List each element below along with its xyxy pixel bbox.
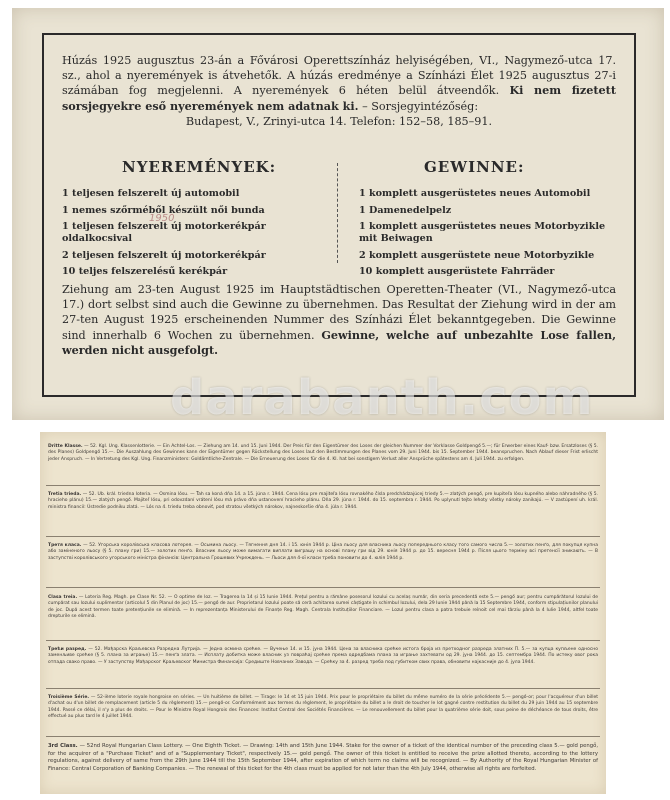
draw-info-german [62,282,616,358]
paragraph-lead: Troisième Série. [48,695,90,700]
ticket-text-german [48,444,598,463]
divider-line [46,640,600,641]
unpaid-ticket-notice-german: Gewinne, welche auf unbezahlte Lose fallen, werden nicht ausgefolgt. [62,327,616,357]
paragraph-text: — 52. Угорська королівська класова лотерея. — Осьмина льосу. — Тягнення дня 14. і 15. юнія 1944 р. Ціна льосу для власника льосу попереднього класу того самого числа 5.— золотих пенґо, для покупця купна або заміненого льосу (§ 5. плану гри) 15.— золотих пенґо. Власник льосу може вимагати виплати виграшу на основі плану гри від 29. юнія 1944 р. до 15. вересня 1944 р. Після цього терміну всі претенсії зникають. — В заступстві королівського угорського міністра фінансів: Центральна Грошевих Учреждень. — Льоси для 4-ої класи треба поновити до 4. юлія 1944 р. [48,543,598,561]
lottery-ticket-top [12,8,664,420]
paragraph-text: — 52-ième loterie royale hongroise en séries. — Un huitième de billet. — Tirage: le 14 et 15 juin 1944. Prix pour le propriétaire du billet du même numéro de la série précédente 5.— pengő-or; pour l'acquéreur d'un billet d'achat ou d'un billet de remplacement (article 5 du règlement) 15.— pengő-or. Conformément aux termes du règlement, le propriétaire du billet a le droit de toucher le lot gagné contre restitution du billet du 29 juin 1944 au 15 septembre 1944. Passé ce délai, il n'y a plus de droits. — Pour le Ministre Royal Hongrois des Finances: Institut Central des Sociétés Financières. — Le renouvellement du billet pour la quatrième série doit, sous peine de déchéance de tous droits, être effectué au plus tard le 4 juillet 1944. [48,695,598,720]
draw-info-hungarian [62,53,616,129]
prize-item: 2 komplett ausgerüstete neue Motorbyzikle [359,249,595,261]
paragraph-text: — 52. Ub. král. triedna loteria. — Osmina lósu. — Ťah sa koná dňa 14. a 15. júna r. 1944. Cena lósu pre majiteľa lósu rovnakého čísla predchádzajúcej triedy 5.— zlatých pengő, pre kupiteľa lósu kupného alebo náhradného (§ 5. hracieho plánu) 15.— zlatých pengő. Majiteľ lósu, pri odovzdaní vrátení lósu má právo dňa ustanovení hracieho plánu. Dňa 29. júna r. 1944. do 15. septembra r. 1944. Po uplynutí tejto lehoty všetky nároky zanikajú. — V zastúpení uh. král. ministra financií: Ústredie podniku zlatá. — Lós na 4. triedu treba obnoviť, pod stratou všetkých nárokov, najneskoršie dňa 4. júla r. 1944. [48,492,598,510]
prizes-heading-german: GEWINNE: [424,158,525,176]
prize-item: 1 teljesen felszerelt új motorkerékpár oldalkocsival [62,221,266,244]
ticket-frame [42,33,636,397]
prizes-heading-hungarian: NYEREMÉNYEK: [122,158,277,176]
prize-item: 1 komplett ausgerüstetes neues Automobil [359,188,591,199]
draw-info-german-text: Ziehung am 23-ten August 1925 im Hauptstädtischen Operetten-Theater (VI., Nagymező-utca 17.) dort selbst sind auch die Gewinne zu übernehmen. Das Resultat der Ziehung wird in der am 27-ten August 1925 erscheinenden Nummer des Színházi Élet bekanntgegeben. Die Gewinne sind innerhalb 6 Wochen zu übernehmen. [62,283,616,342]
draw-info-text: Húzás 1925 augusztus 23-án a Fővárosi Operettszínház helyiségében, VI., Nagymező-utca 17. sz., ahol a nyeremények is átvehetők. A húzás eredménye a Színházi Élet 1925 augusztus 27-i számában fog megjelenni. A nyeremények 6 héten belül átveendők. [62,54,616,98]
paragraph-lead: Clasa treia. [48,595,78,600]
divider-line [46,587,600,588]
paragraph-lead: Третя класа. [48,543,82,548]
ticket-text-romanian [48,595,598,621]
divider-line [46,688,600,689]
prize-item: 2 teljesen felszerelt új motorkerékpár [62,249,266,261]
paragraph-text: — 52. Kgl. Ung. Klassenlotterie. — Ein Achtel-Los. — Ziehung am 14. und 15. Juni 1944. Der Preis für den Eigentümer des Loses der gleichen Nummer der Vorklasse Goldpengő 5.—; für Erwerber eines Kauf- bzw. Ersatzloses (§ 5. des Planes) Goldpengő 15.—. Die Auszahlung des Gewinnes kann der Eigentümer gegen Rückstellung des Loses laut den Bestimmungen des Planes vom 29. Juni 1944. bis 15. September 1944. beanspruchen. Nach Ablauf dieser Frist erlischt jeder Anspruch. — In Vertretung des Kgl. Ung. Finanzministers: Goldämtliche-Zentrale. — Die Erneuerung des Loses für die 4. Kl. hat bei sonstigem Verlust aller Ansprüche spätestens am 4. Juli 1944. zu erfolgen. [48,444,598,462]
prize-item: 1 teljesen felszerelt új automobil [62,188,240,199]
ticket-text-slovak [48,492,598,511]
ticket-text-serbian [48,647,598,666]
divider-line [46,736,600,737]
paragraph-text: — 52nd Royal Hungarian Class Lottery. — One Eighth Ticket. — Drawing: 14th and 15th June 1944. Stake for the owner of a ticket of the identical number of the preceding class 5.— gold pengő, for the acquirer of a "Purchase Ticket" and of a "Supplementary Ticket", respectively 15.— gold pengő. The owner of this ticket is entitled to receive the prize allotted thereto, according to the lottery regulations, against delivery of same from the 29th June 1944 till the 15th September 1944, after expiration of which term no claims will be recognized. — By Authority of the Royal Hungarian Minister of Finance: Central Corporation of Banking Companies. — The renewal of this ticket for the 4th class must be applied for not later than the 4th July 1944, otherwise all rights are forfeited. [48,743,599,772]
prize-item: 1 komplett ausgerüstetes neues Motorbyzikle mit Beiwagen [359,221,606,244]
column-divider [337,163,338,263]
paragraph-lead: Dritte Klasse. [48,444,83,449]
lottery-ticket-bottom [40,432,606,794]
handwritten-number: 1950 [149,213,175,224]
divider-line [46,536,600,537]
prize-item: 1 Damenedelpelz [359,204,452,216]
prize-list-german [359,188,621,283]
paragraph-lead: Трећи разред. [48,647,87,652]
paragraph-lead: 3rd Class. [48,743,78,749]
prize-item: 10 teljes felszerelésű kerékpár [62,266,228,277]
paragraph-text: — 52. Мађарска Краљевска Разредна Лутрија. — Једна осмина срећке. — Вучење 14. и 15. јуна 1944. Цена за власника срећке истога броја из претходног разреда златних П. 5.— за купца купљене односно заменљиве срећке (§ 5. плана за играње) 15.— пенґа злата. — Исплату добитка може власник уз повраћај срећке према одредбама плана за играње захтевати од 29. јуна 1944. до 15. септембра 1944. По истеку овог рока отпада свако право. — У заступству Мађарског Краљевског Министра Финансија: Средиште Новчаних Завода. — Срећку за 4. разред треба под губитком свих права, обновити најкасније до 4. јула 1944. [48,647,598,665]
paragraph-lead: Tretia trieda. [48,492,82,497]
paragraph-text: — Loteria Reg. Magh. pe Clase Nr. 52. — O optime de loz. — Tragerea la 14 și 15 Iunie 1944. Prețul pentru a rămâne posesorul lozului cu acelaș număr, din seria precedentă este 5.— pengő aur; pentru cumpărătorul lozului de cumpărat sau lozului suplimentar (articolul 5 din Planul de joc) 15.— pengő de aur. Proprietarul lozului poate să ceră achitarea sumei câștigate în schimbul lozului, dela 29 Iunie 1944 până la 15 Septembre 1944, conform stipulațiunilor planului de joc. După acest termen toate pretențiunile se elimină. — In reprezentanța Ministerului de Finanțe Reg. Magh. Centrala Instituțiilor Financiare. — Lozul pentru clasa a patra trebuie reînoit cel mai târziu până la 4 Iulie 1944, altfel toate drepturile se elimină. [48,595,599,620]
ticket-text-french [48,695,598,721]
ticket-text-ukrainian [48,543,598,562]
watermark-text: darabanth.com [170,370,594,426]
office-address: Budapest, V., Zrinyi-utca 14. Telefon: 152–58, 185–91. [185,114,493,128]
prize-item: 1 nemes szőrméből készült női bunda [62,204,265,216]
office-label: – Sorsjegyintézőség: [362,99,479,113]
ticket-text-english [48,743,598,773]
prize-item: 10 komplett ausgerüstete Fahrräder [359,266,555,277]
unpaid-ticket-notice: Ki nem fizetett sorsjegyekre eső nyeremények nem adatnak ki. [62,83,616,113]
prize-list-hungarian [62,188,334,283]
divider-line [46,485,600,486]
